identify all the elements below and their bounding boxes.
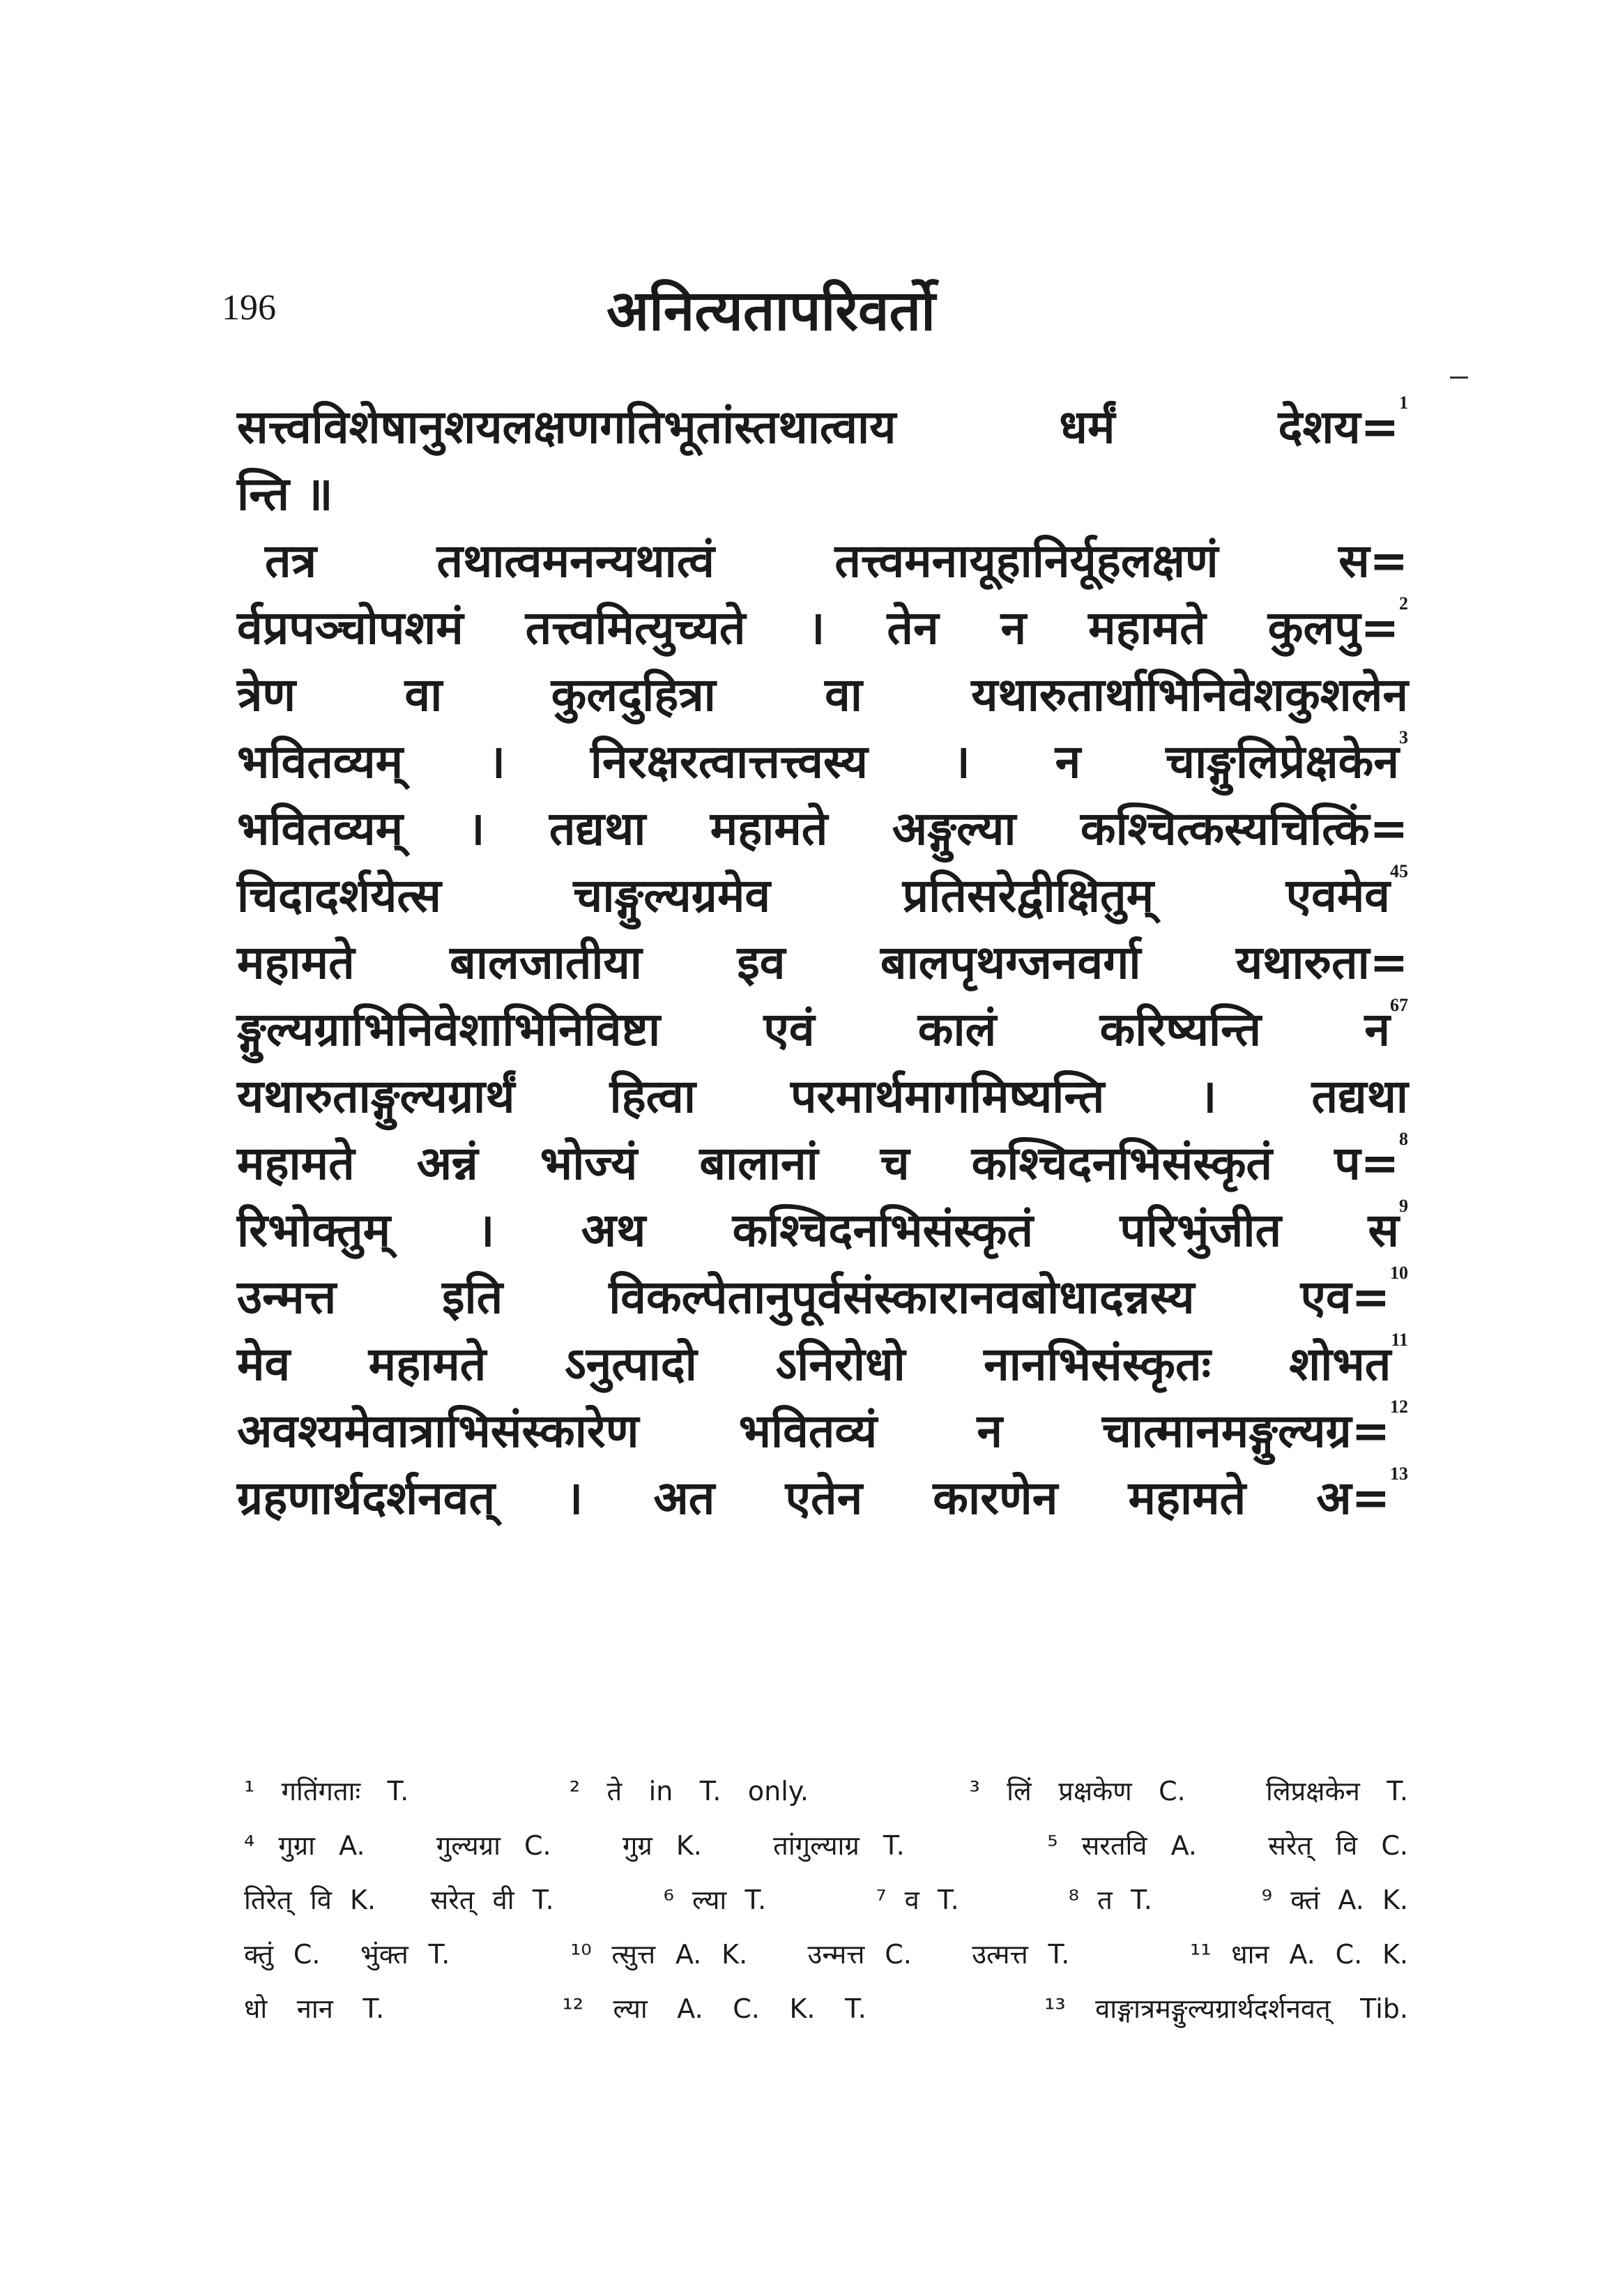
footnote-marker: 9	[1399, 1196, 1408, 1216]
footnotes	[244, 1764, 1408, 2036]
text-line: भवितव्यम् । निरक्षरत्वात्तत्त्वस्य । न चाङ्गुलिप्रेक्षकेन$^3$	[237, 727, 1408, 789]
footnote-marker: 4	[1390, 861, 1399, 881]
footnote-marker: 2	[1399, 593, 1408, 614]
text-line: न्ति ॥	[237, 467, 333, 521]
text-line: भवितव्यम् । तद्यथा महामते अङ्गुल्या कश्चित्कस्यचित्किं=	[237, 802, 1408, 856]
footnote-marker: 1	[1399, 393, 1408, 413]
footnote-marker: 6	[1390, 995, 1399, 1015]
footnote-marker: 5	[1399, 861, 1408, 881]
footnote-marker: 7	[1399, 995, 1408, 1015]
text-line: ङ्गुल्यग्राभिनिवेशाभिनिविष्टा एवं कालं करिष्यन्ति न$^{67}$	[237, 995, 1408, 1056]
text-line: रिभोक्तुम् । अथ कश्चिदनभिसंस्कृतं परिभुंजीत स$^9$	[237, 1196, 1408, 1257]
footnote-marker: 10	[1390, 1263, 1408, 1283]
text-line: मेव महामते ऽनुत्पादो ऽनिरोधो नानभिसंस्कृतः शोभत$^{11}$	[237, 1330, 1408, 1391]
text-line: यथारुताङ्गुल्यग्रार्थं हित्वा परमार्थमागमिष्यन्ति । तद्यथा	[237, 1070, 1408, 1123]
text-line: सत्त्वविशेषानुशयलक्षणगतिभूतांस्तथात्वाय धर्मं देशय=$^1$	[237, 393, 1408, 454]
body-text	[237, 394, 1408, 1532]
footnote-line: ⁴ गुग्रा A. गुल्यग्रा C. गुग्र K. तांगुल्याग्र T. ⁵ सरतवि A. सरेत् वि C.	[244, 1830, 1408, 1861]
text-line: महामते बालजातीया इव बालपृथग्जनवर्गा यथारुता=	[237, 936, 1408, 989]
text-line: अवश्यमेवात्राभिसंस्कारेण भवितव्यं न चात्मानमङ्गुल्यग्र=$^{12}$	[237, 1397, 1408, 1458]
margin-mark	[1450, 377, 1468, 379]
footnote-line: धो नान T. ¹² ल्या A. C. K. T. ¹³ वाङ्गात्रमङ्गुल्यग्रार्थदर्शनवत् Tib.	[244, 1993, 1408, 2024]
footnote-marker: 8	[1399, 1129, 1408, 1149]
text-line: महामते अन्नं भोज्यं बालानां च कश्चिदनभिसंस्कृतं प=$^8$	[237, 1129, 1408, 1190]
running-title: अनित्यतापरिवर्तो	[606, 278, 936, 343]
footnote-line: क्तुं C. भुंक्त T. ¹⁰ त्सुत्त A. K. उन्मत्त C. उत्मत्त T. ¹¹ धान A. C. K.	[244, 1939, 1408, 1970]
footnote-marker: 13	[1390, 1463, 1408, 1484]
footnote-line: ¹ गतिंगताः T. ² ते in T. only. ³ लिं प्रक्षकेण C. लिप्रक्षकेन T.	[244, 1776, 1408, 1807]
footnote-line: तिरेत् वि K. सरेत् वी T. ⁶ ल्या T. ⁷ व T. ⁸ त T. ⁹ क्तं A. K.	[244, 1885, 1408, 1915]
text-line: त्रेण वा कुलदुहित्रा वा यथारुतार्थाभिनिवेशकुशलेन	[237, 668, 1408, 722]
footnote-marker: 12	[1390, 1397, 1408, 1417]
text-line: तत्र तथात्वमनन्यथात्वं तत्त्वमनायूहानिर्यूहलक्षणं स=	[265, 534, 1408, 588]
footnote-marker: 3	[1399, 727, 1408, 747]
footnote-marker: 11	[1391, 1330, 1408, 1350]
text-line: ग्रहणार्थदर्शनवत् । अत एतेन कारणेन महामते अ=$^{13}$	[237, 1463, 1408, 1525]
text-line: चिदादर्शयेत्स चाङ्गुल्यग्रमेव प्रतिसरेद्वीक्षितुम् एवमेव$^{45}$	[237, 861, 1408, 922]
text-line: उन्मत्त इति विकल्पेतानुपूर्वसंस्कारानवबोधादन्नस्य एव=$^{10}$	[237, 1263, 1408, 1324]
page-number: 196	[222, 288, 276, 328]
text-line: र्वप्रपञ्चोपशमं तत्त्वमित्युच्यते । तेन न महामते कुलपु=$^2$	[237, 593, 1408, 655]
